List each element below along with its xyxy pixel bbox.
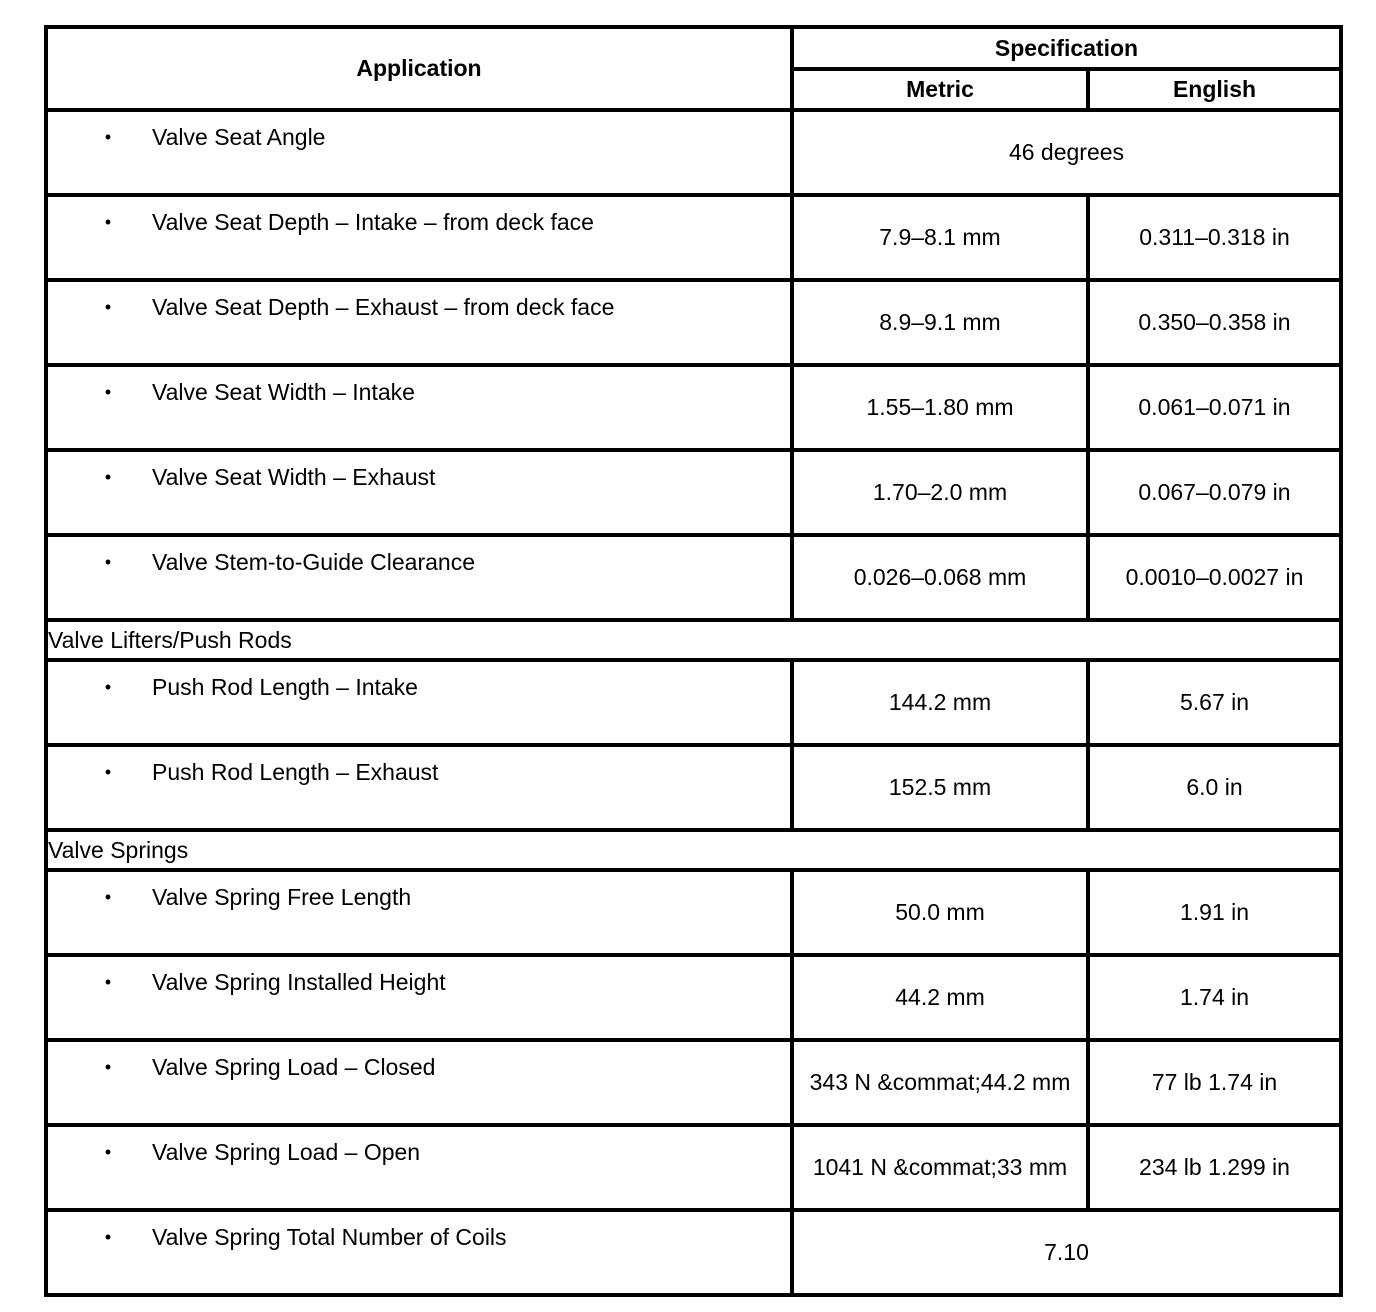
table-row bbox=[46, 745, 1341, 830]
english-value: 0.067–0.079 in bbox=[1088, 450, 1341, 535]
specification-value: 7.10 bbox=[792, 1210, 1341, 1295]
bullet-icon: • bbox=[104, 382, 112, 402]
english-value: 1.74 in bbox=[1088, 955, 1341, 1040]
application-cell bbox=[46, 535, 792, 620]
application-label: Valve Spring Free Length bbox=[152, 884, 412, 910]
application-cell bbox=[46, 280, 792, 365]
application-cell bbox=[46, 745, 792, 830]
application-label: Valve Spring Total Number of Coils bbox=[152, 1224, 507, 1250]
bullet-icon: • bbox=[104, 127, 112, 147]
table-row bbox=[46, 280, 1341, 365]
table-row bbox=[46, 955, 1341, 1040]
application-cell bbox=[46, 1210, 792, 1295]
application-cell bbox=[46, 1125, 792, 1210]
metric-value: 1.70–2.0 mm bbox=[792, 450, 1088, 535]
english-header: English bbox=[1088, 69, 1341, 110]
bullet-icon: • bbox=[104, 677, 112, 697]
bullet-icon: • bbox=[104, 552, 112, 572]
metric-value: 44.2 mm bbox=[792, 955, 1088, 1040]
metric-value: 152.5 mm bbox=[792, 745, 1088, 830]
english-value: 77 lb 1.74 in bbox=[1088, 1040, 1341, 1125]
table-row bbox=[46, 1125, 1341, 1210]
bullet-icon: • bbox=[104, 972, 112, 992]
metric-value: 50.0 mm bbox=[792, 870, 1088, 955]
english-value: 0.061–0.071 in bbox=[1088, 365, 1341, 450]
bullet-icon: • bbox=[104, 212, 112, 232]
metric-value: 343 N &commat;44.2 mm bbox=[792, 1040, 1088, 1125]
application-cell bbox=[46, 365, 792, 450]
table-row bbox=[46, 110, 1341, 195]
bullet-icon: • bbox=[104, 297, 112, 317]
application-label: Valve Spring Load – Open bbox=[152, 1139, 421, 1165]
application-label: Valve Stem-to-Guide Clearance bbox=[152, 549, 475, 575]
section-title: Valve Springs bbox=[46, 830, 1341, 870]
application-cell bbox=[46, 955, 792, 1040]
section-title: Valve Lifters/Push Rods bbox=[46, 620, 1341, 660]
application-cell bbox=[46, 110, 792, 195]
application-label: Valve Seat Angle bbox=[152, 124, 326, 150]
table-row bbox=[46, 535, 1341, 620]
table-row bbox=[46, 870, 1341, 955]
metric-header: Metric bbox=[792, 69, 1088, 110]
section-row bbox=[46, 830, 1341, 870]
metric-value: 144.2 mm bbox=[792, 660, 1088, 745]
application-label: Valve Spring Installed Height bbox=[152, 969, 446, 995]
table-row bbox=[46, 450, 1341, 535]
table-row bbox=[46, 1040, 1341, 1125]
application-cell bbox=[46, 450, 792, 535]
english-value: 0.350–0.358 in bbox=[1088, 280, 1341, 365]
table-row bbox=[46, 195, 1341, 280]
application-cell bbox=[46, 660, 792, 745]
bullet-icon: • bbox=[104, 1057, 112, 1077]
bullet-icon: • bbox=[104, 467, 112, 487]
application-cell bbox=[46, 870, 792, 955]
section-row bbox=[46, 620, 1341, 660]
english-value: 1.91 in bbox=[1088, 870, 1341, 955]
english-value: 6.0 in bbox=[1088, 745, 1341, 830]
application-label: Valve Seat Width – Exhaust bbox=[152, 464, 436, 490]
table-row bbox=[46, 365, 1341, 450]
english-value: 0.311–0.318 in bbox=[1088, 195, 1341, 280]
metric-value: 0.026–0.068 mm bbox=[792, 535, 1088, 620]
bullet-icon: • bbox=[104, 1142, 112, 1162]
english-value: 5.67 in bbox=[1088, 660, 1341, 745]
table-row bbox=[46, 1210, 1341, 1295]
application-cell bbox=[46, 195, 792, 280]
application-label: Valve Seat Width – Intake bbox=[152, 379, 415, 405]
metric-value: 1.55–1.80 mm bbox=[792, 365, 1088, 450]
application-header: Application bbox=[46, 27, 792, 110]
metric-value: 8.9–9.1 mm bbox=[792, 280, 1088, 365]
application-label: Valve Seat Depth – Exhaust – from deck face bbox=[152, 294, 615, 320]
application-label: Push Rod Length – Intake bbox=[152, 674, 418, 700]
application-cell bbox=[46, 1040, 792, 1125]
valve-specification-table bbox=[44, 25, 1343, 1297]
bullet-icon: • bbox=[104, 762, 112, 782]
bullet-icon: • bbox=[104, 887, 112, 907]
table-row bbox=[46, 660, 1341, 745]
specification-header: Specification bbox=[792, 27, 1341, 69]
application-label: Push Rod Length – Exhaust bbox=[152, 759, 439, 785]
metric-value: 1041 N &commat;33 mm bbox=[792, 1125, 1088, 1210]
english-value: 0.0010–0.0027 in bbox=[1088, 535, 1341, 620]
english-value: 234 lb 1.299 in bbox=[1088, 1125, 1341, 1210]
specification-value: 46 degrees bbox=[792, 110, 1341, 195]
bullet-icon: • bbox=[104, 1227, 112, 1247]
application-label: Valve Spring Load – Closed bbox=[152, 1054, 436, 1080]
application-label: Valve Seat Depth – Intake – from deck face bbox=[152, 209, 594, 235]
metric-value: 7.9–8.1 mm bbox=[792, 195, 1088, 280]
